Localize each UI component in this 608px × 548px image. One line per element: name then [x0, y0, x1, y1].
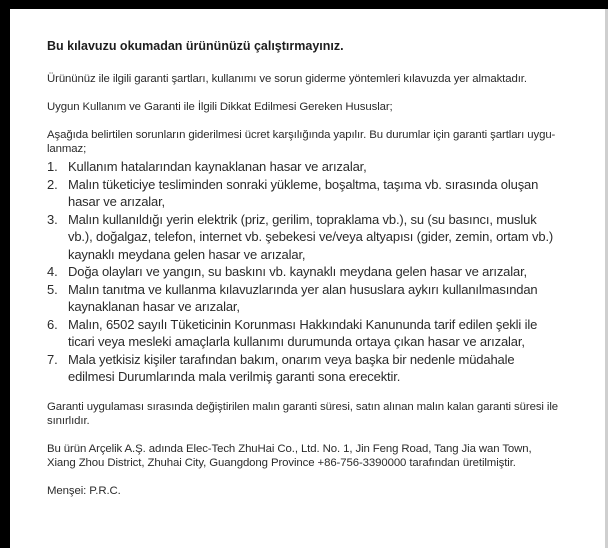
list-item [47, 351, 561, 386]
list-intro-paragraph [47, 128, 561, 156]
list-item-number: 5. [47, 281, 58, 297]
list-item [47, 176, 561, 211]
list-item-number: 6. [47, 316, 58, 332]
list-item [47, 316, 561, 351]
section-title: Uygun Kullanım ve Garanti ile İlgili Dikkat Edilmesi Gereken Hususlar; [47, 101, 393, 113]
list-item-text: Mala yetkisiz kişiler tarafından bakım, onarım veya başka bir nedenle müdahale edilmesi Durumlarında mala verilmiş garanti sona erecektir. [68, 351, 515, 384]
list-item-number: 3. [47, 211, 58, 227]
list-item-number: 2. [47, 176, 58, 192]
list-item-text: Malın tanıtma ve kullanma kılavuzlarında yer alan hususlara aykırı kullanılmasından kaynaklanan hasar ve arızalar, [68, 281, 538, 314]
list-intro-line-2: lanmaz; [47, 143, 87, 155]
list-item [47, 158, 561, 176]
list-item-text: Malın kullanıldığı yerin elektrik (priz, gerilim, topraklama vb.), su (su basıncı, musluk vb.), doğalgaz, telefon, internet vb. şebekesi ve/veya altyapısı (gider, zemin, ortam vb.) kaynaklı meydana gelen hasar ve arızalar, [68, 211, 554, 262]
list-item-text: Kullanım hatalarından kaynaklanan hasar ve arızalar, [68, 159, 367, 174]
list-item [47, 211, 561, 264]
page-frame-top [0, 0, 608, 9]
list-item-number: 7. [47, 351, 58, 367]
list-item-number: 4. [47, 264, 58, 279]
document-heading: Bu kılavuzu okumadan ürününüzü çalıştırmayınız. [47, 39, 344, 53]
list-item [47, 281, 561, 316]
document-body [47, 38, 561, 512]
warranty-extension-paragraph: Garanti uygulaması sırasında değiştirilen malın garanti süresi, satın alınan malın kalan garanti süresi ile sınırlıdır. [47, 400, 559, 427]
list-item-text: Malın tüketiciye tesliminden sonraki yükleme, boşaltma, taşıma vb. sırasında oluşan hasar ve arızalar, [68, 176, 539, 209]
manufacturer-paragraph: Bu ürün Arçelik A.Ş. adında Elec-Tech ZhuHai Co., Ltd. No. 1, Jin Feng Road, Tang Jia wan Town, Xiang Zhou District, Zhuhai City, Guangdong Province +86-756-3390000 tarafından üretilmiştir. [47, 442, 532, 469]
list-intro-line-1: Aşağıda belirtilen sorunların giderilmesi ücret karşılığında yapılır. Bu durumlar için garanti şartları uygu- [47, 129, 556, 141]
list-item-text: Doğa olayları ve yangın, su baskını vb. kaynaklı meydana gelen hasar ve arızalar, [68, 264, 528, 279]
intro-paragraph: Ürününüz ile ilgili garanti şartları, kullanımı ve sorun giderme yöntemleri kılavuzda yer almaktadır. [47, 73, 527, 85]
origin-line: Menşei: P.R.C. [47, 484, 121, 497]
list-item-number: 1. [47, 159, 58, 174]
page-frame-left [0, 0, 10, 548]
list-item [47, 263, 561, 281]
list-item-text: Malın, 6502 sayılı Tüketicinin Korunması Hakkındaki Kanununda tarif edilen şekli ile ticari veya mesleki amaçlarla kullanımı durumunda ortaya çıkan hasar ve arızalar, [68, 316, 538, 349]
conditions-list [47, 158, 561, 386]
